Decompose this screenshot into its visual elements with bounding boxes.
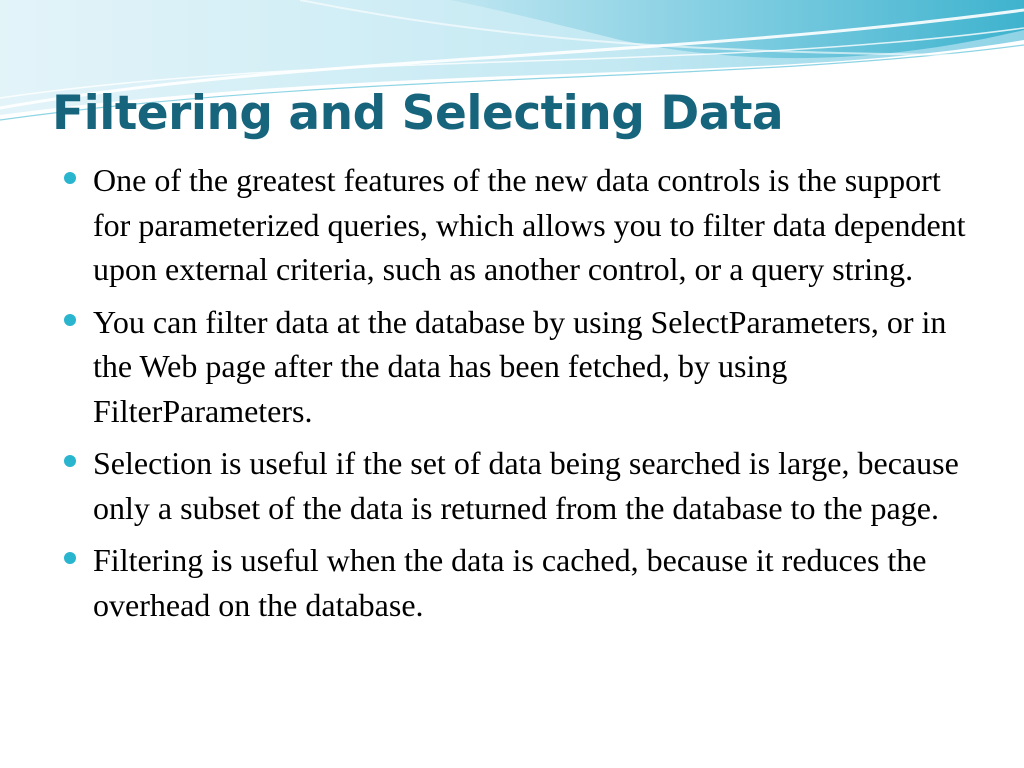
bullet-dot-icon (64, 552, 76, 564)
bullet-dot-icon (64, 314, 76, 326)
bullet-item (60, 538, 972, 627)
bullet-list (60, 158, 972, 635)
slide-title: Filtering and Selecting Data (52, 86, 784, 141)
bullet-item (60, 158, 972, 292)
bullet-item (60, 300, 972, 434)
bullet-dot-icon (64, 172, 76, 184)
bullet-text: Selection is useful if the set of data being searched is large, because only a subset of the data is returned from the database to the page. (93, 445, 959, 526)
bullet-item (60, 441, 972, 530)
bullet-text: One of the greatest features of the new data controls is the support for parameterized queries, which allows you to filter data dependent upon external criteria, such as another control, or a query string. (93, 162, 966, 287)
bullet-dot-icon (64, 455, 76, 467)
bullet-text: You can filter data at the database by using SelectParameters, or in the Web page after the data has been fetched, by using FilterParameters. (93, 303, 947, 429)
bullet-text: Filtering is useful when the data is cached, because it reduces the overhead on the database. (93, 542, 927, 623)
